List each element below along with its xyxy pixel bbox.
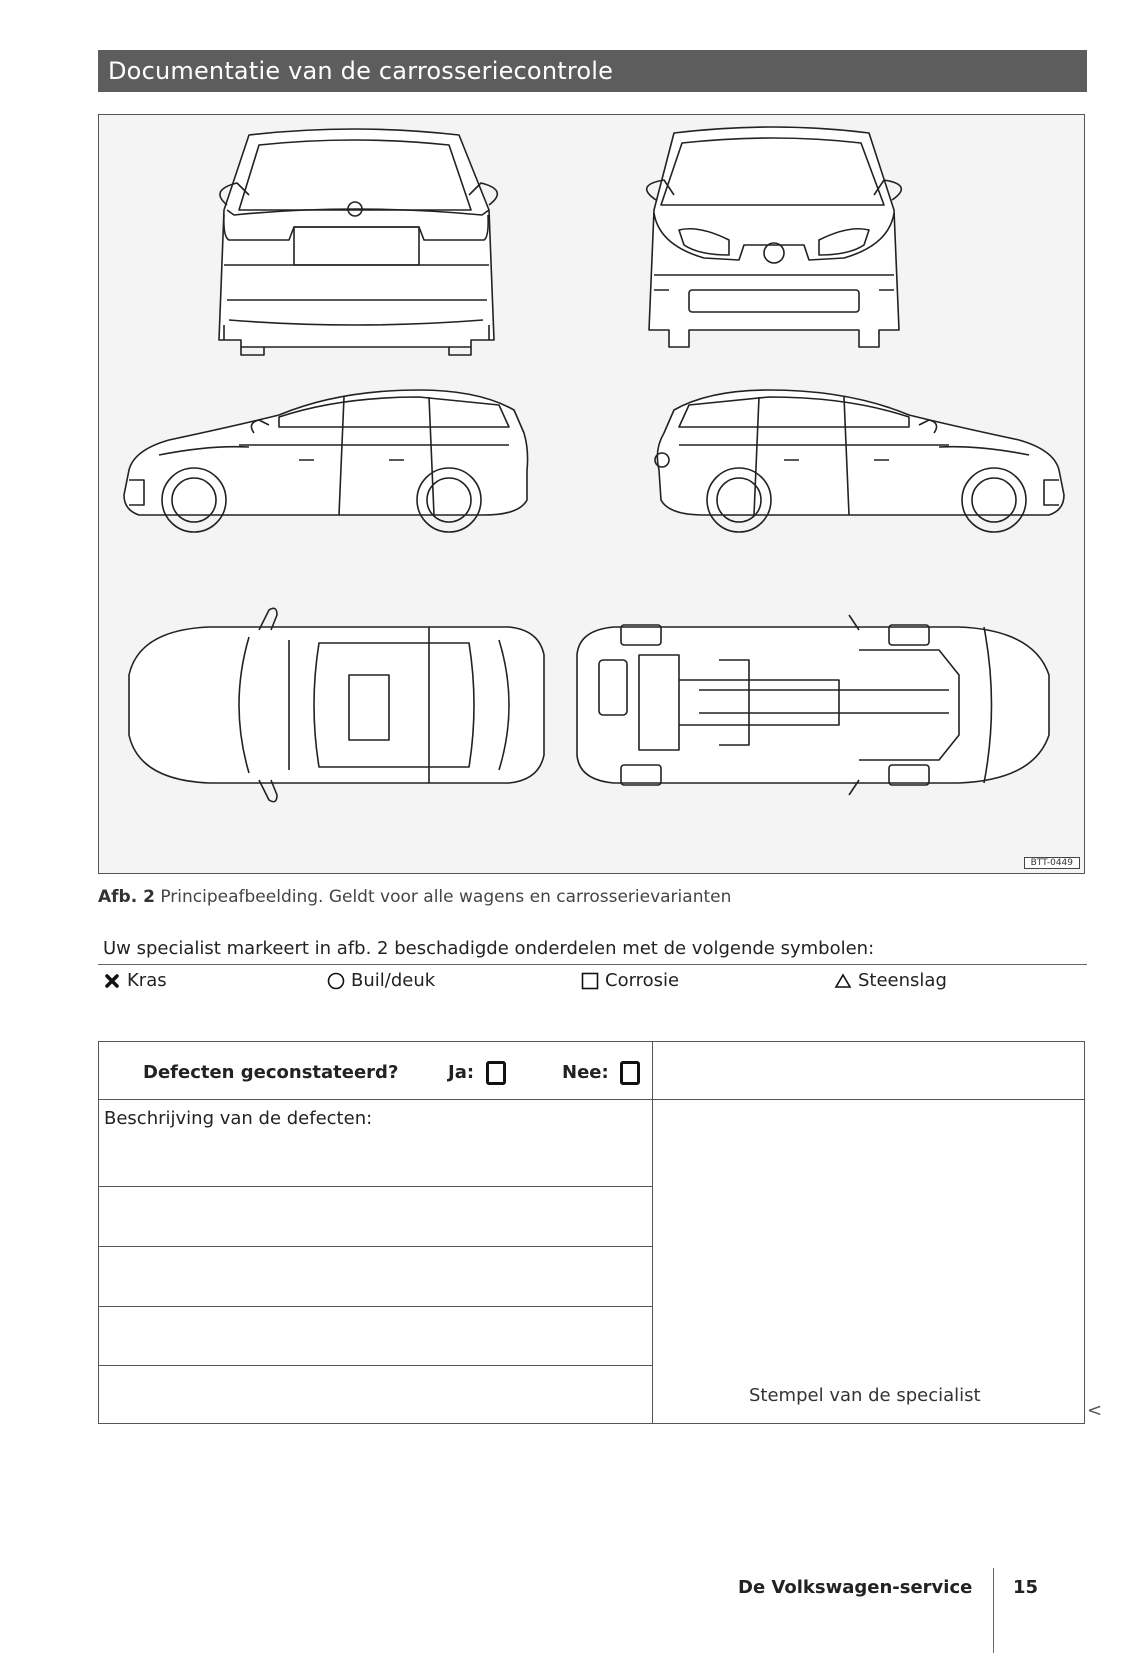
divider [98, 964, 1087, 965]
footer-divider [993, 1568, 994, 1653]
form-row-divider [99, 1099, 1084, 1100]
edge-marker: < [1087, 1400, 1103, 1421]
yes-label: Ja: [448, 1062, 475, 1083]
defects-question: Defecten geconstateerd? [143, 1062, 399, 1083]
symbols-intro: Uw specialist markeert in afb. 2 beschadigde onderdelen met de volgende symbolen: [103, 938, 875, 959]
legend-label: Steenslag [858, 970, 947, 991]
circle-icon [327, 972, 345, 990]
square-icon [581, 972, 599, 990]
car-underside-view [577, 615, 1049, 795]
legend-label: Kras [127, 970, 167, 991]
section-title: Documentatie van de carrosseriecontrole [98, 50, 1087, 92]
page-number: 15 [1013, 1577, 1039, 1598]
legend-label: Corrosie [605, 970, 680, 991]
legend-label: Buil/deuk [351, 970, 436, 991]
stamp-label: Stempel van de specialist [749, 1385, 981, 1406]
cross-icon [103, 972, 121, 990]
car-top-view [129, 608, 544, 801]
triangle-icon [834, 972, 852, 990]
legend-item-corrosie [581, 970, 679, 991]
footer-title: De Volkswagen-service [738, 1577, 973, 1598]
caption-label: Afb. 2 [98, 887, 155, 907]
no-checkbox[interactable] [620, 1061, 640, 1085]
form-row-divider [99, 1246, 652, 1247]
defects-form [98, 1041, 1085, 1424]
form-row-divider [99, 1306, 652, 1307]
legend-item-steenslag [834, 970, 947, 991]
caption-text: Principeafbeelding. Geldt voor alle wagens en carrosserievarianten [160, 887, 732, 907]
form-row-divider [99, 1365, 652, 1366]
car-rear-view [219, 129, 497, 355]
legend-item-kras [103, 970, 167, 991]
form-row-divider [99, 1186, 652, 1187]
car-right-side-view [655, 390, 1064, 532]
figure-caption [98, 887, 731, 907]
figure-code: BTT-0449 [1024, 857, 1080, 869]
description-label: Beschrijving van de defecten: [104, 1108, 373, 1129]
no-label: Nee: [562, 1062, 609, 1083]
legend-item-buil-deuk [327, 970, 435, 991]
car-diagram-figure [98, 114, 1085, 874]
car-front-view [647, 127, 902, 347]
car-left-side-view [124, 390, 528, 532]
yes-checkbox[interactable] [486, 1061, 506, 1085]
